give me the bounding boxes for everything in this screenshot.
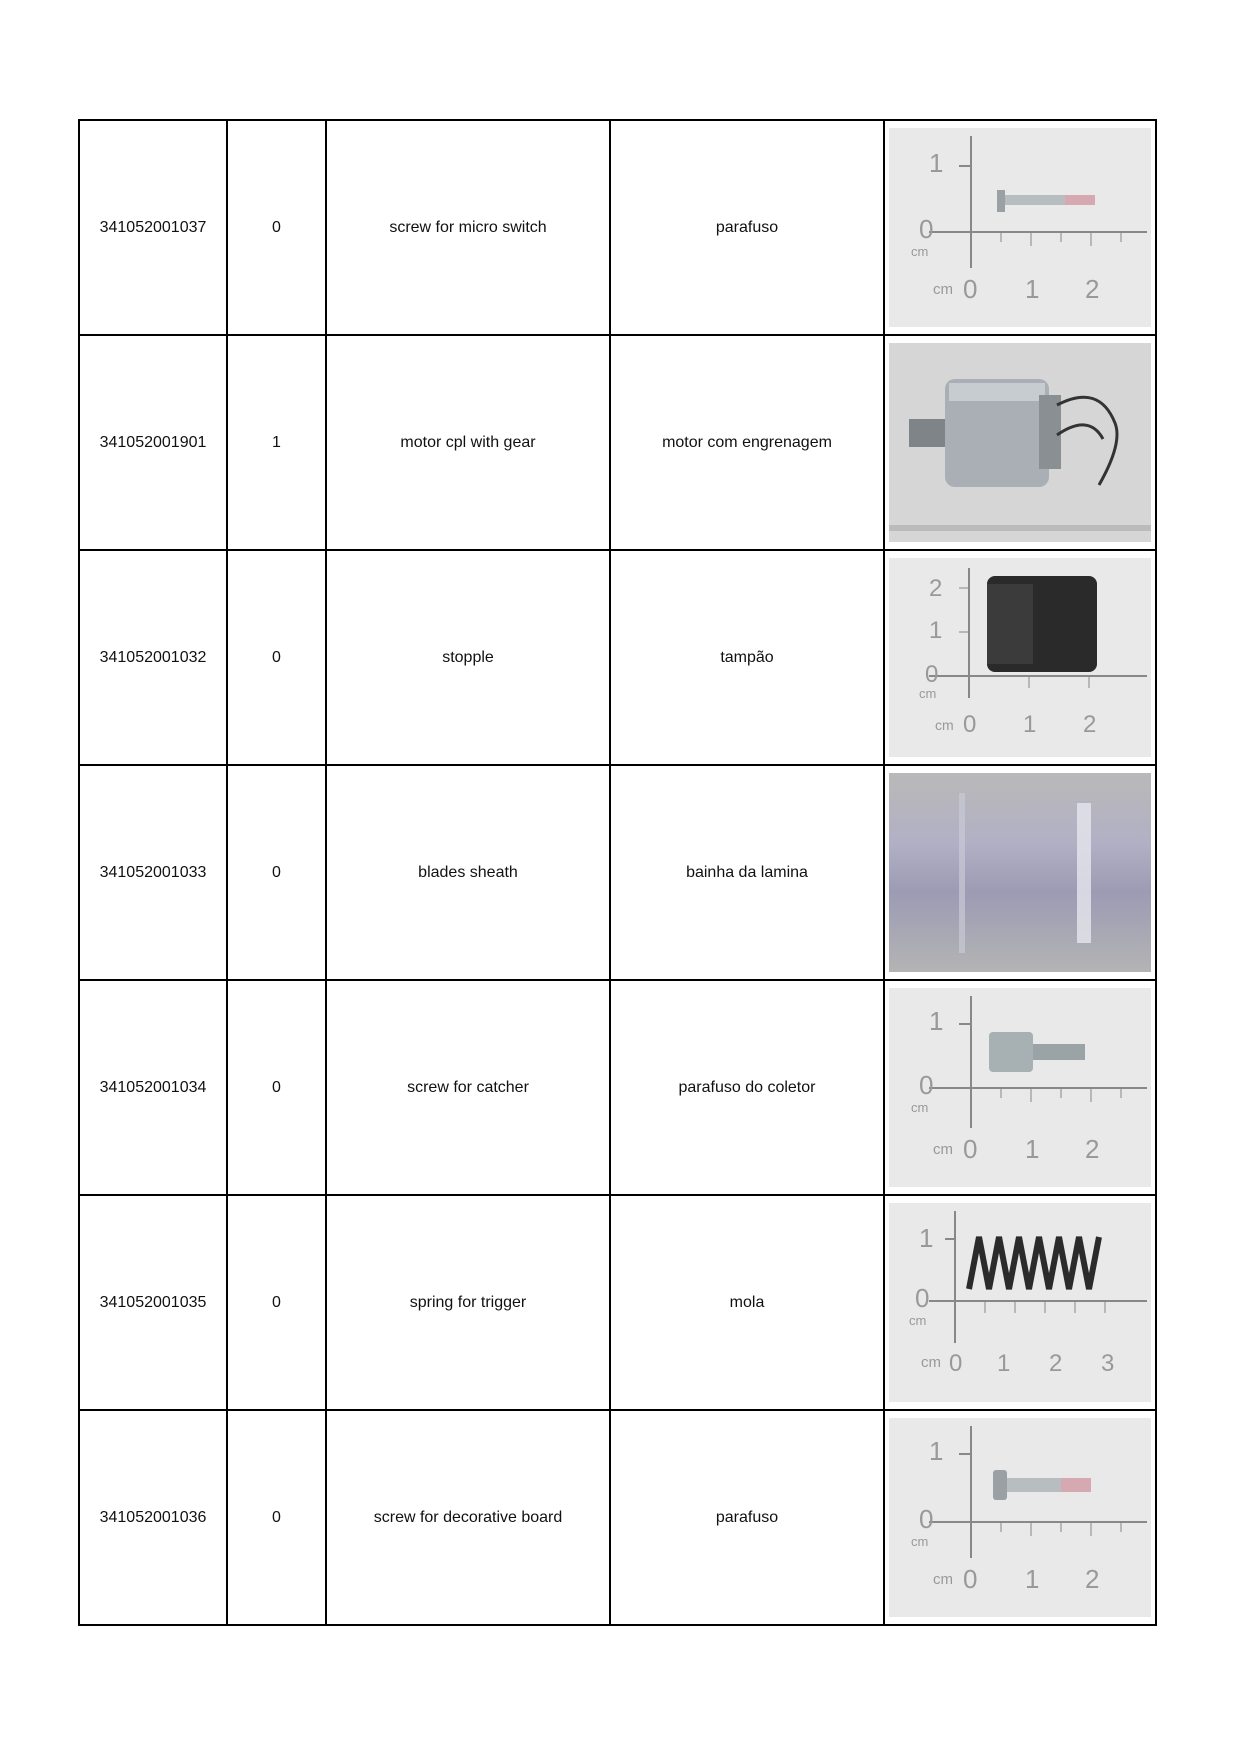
- part-code: 341052001036: [79, 1410, 227, 1625]
- part-qty: 0: [227, 120, 326, 335]
- part-qty: 0: [227, 1410, 326, 1625]
- scale-x-tick: 2: [1049, 1350, 1063, 1377]
- table-row: [79, 335, 1156, 550]
- part-desc-pt: parafuso do coletor: [610, 980, 884, 1195]
- part-code: 341052001034: [79, 980, 227, 1195]
- part-photo-cell: [884, 980, 1156, 1195]
- scale-unit: cm: [933, 1141, 953, 1158]
- part-desc-en: screw for decorative board: [326, 1410, 610, 1625]
- scale-unit: cm: [911, 1534, 929, 1549]
- scale-y-tick: 0: [919, 214, 934, 244]
- table-row: [79, 765, 1156, 980]
- part-desc-pt: motor com engrenagem: [610, 335, 884, 550]
- scale-y-tick: 2: [929, 575, 943, 602]
- part-desc-pt: tampão: [610, 550, 884, 765]
- part-desc-en: spring for trigger: [326, 1195, 610, 1410]
- scale-unit: cm: [911, 244, 929, 259]
- stopple-photo-icon: [889, 558, 1151, 757]
- scale-x-tick: 0: [963, 1134, 978, 1164]
- table-row: [79, 1195, 1156, 1410]
- part-qty: 0: [227, 550, 326, 765]
- screw-photo-icon: [889, 1418, 1151, 1617]
- part-photo-cell: [884, 335, 1156, 550]
- scale-unit: cm: [909, 1313, 927, 1328]
- part-photo-cell: [884, 1195, 1156, 1410]
- part-desc-pt: parafuso: [610, 1410, 884, 1625]
- part-photo-cell: [884, 1410, 1156, 1625]
- part-desc-en: screw for micro switch: [326, 120, 610, 335]
- table-row: [79, 550, 1156, 765]
- part-desc-en: stopple: [326, 550, 610, 765]
- scale-y-tick: 0: [915, 1283, 930, 1313]
- scale-unit: cm: [935, 717, 954, 733]
- part-qty: 0: [227, 1195, 326, 1410]
- table-row: [79, 1410, 1156, 1625]
- scale-x-tick: 1: [1025, 1564, 1040, 1594]
- part-qty: 0: [227, 765, 326, 980]
- scale-x-tick: 1: [1025, 1134, 1040, 1164]
- table-row: [79, 120, 1156, 335]
- spring-photo-icon: [889, 1203, 1151, 1402]
- part-qty: 0: [227, 980, 326, 1195]
- scale-x-tick: 0: [949, 1350, 963, 1377]
- scale-y-tick: 0: [919, 1070, 934, 1100]
- scale-y-tick: 1: [929, 617, 943, 644]
- scale-y-tick: 0: [925, 661, 939, 688]
- part-desc-en: screw for catcher: [326, 980, 610, 1195]
- scale-unit: cm: [933, 1571, 953, 1588]
- part-photo-cell: [884, 765, 1156, 980]
- scale-unit: cm: [919, 686, 937, 701]
- scale-x-tick: 1: [1025, 274, 1040, 304]
- scale-y-tick: 1: [929, 1436, 944, 1466]
- scale-x-tick: 3: [1101, 1350, 1115, 1377]
- scale-x-tick: 1: [997, 1350, 1011, 1377]
- part-desc-pt: mola: [610, 1195, 884, 1410]
- part-qty: 1: [227, 335, 326, 550]
- scale-x-tick: 0: [963, 1564, 978, 1594]
- part-desc-pt: parafuso: [610, 120, 884, 335]
- scale-y-tick: 0: [919, 1504, 934, 1534]
- part-code: 341052001037: [79, 120, 227, 335]
- part-desc-en: motor cpl with gear: [326, 335, 610, 550]
- part-code: 341052001032: [79, 550, 227, 765]
- scale-unit: cm: [921, 1354, 941, 1371]
- motor-photo-icon: [889, 343, 1151, 542]
- scale-x-tick: 2: [1085, 1134, 1100, 1164]
- scale-x-tick: 0: [963, 274, 978, 304]
- blade-sheath-photo-icon: [889, 773, 1151, 972]
- screw-photo-icon: [889, 128, 1151, 327]
- scale-x-tick: 2: [1085, 274, 1100, 304]
- scale-x-tick: 0: [963, 711, 977, 738]
- catcher-screw-photo-icon: [889, 988, 1151, 1187]
- part-desc-pt: bainha da lamina: [610, 765, 884, 980]
- table-row: [79, 980, 1156, 1195]
- part-code: 341052001035: [79, 1195, 227, 1410]
- scale-y-tick: 1: [929, 148, 944, 178]
- parts-table: [78, 119, 1157, 1626]
- scale-x-tick: 1: [1023, 711, 1037, 738]
- scale-unit: cm: [933, 281, 953, 298]
- part-code: 341052001901: [79, 335, 227, 550]
- scale-y-tick: 1: [919, 1223, 934, 1253]
- scale-unit: cm: [911, 1100, 929, 1115]
- scale-x-tick: 2: [1085, 1564, 1100, 1594]
- part-desc-en: blades sheath: [326, 765, 610, 980]
- part-code: 341052001033: [79, 765, 227, 980]
- scale-x-tick: 2: [1083, 711, 1097, 738]
- part-photo-cell: [884, 550, 1156, 765]
- scale-y-tick: 1: [929, 1006, 944, 1036]
- part-photo-cell: [884, 120, 1156, 335]
